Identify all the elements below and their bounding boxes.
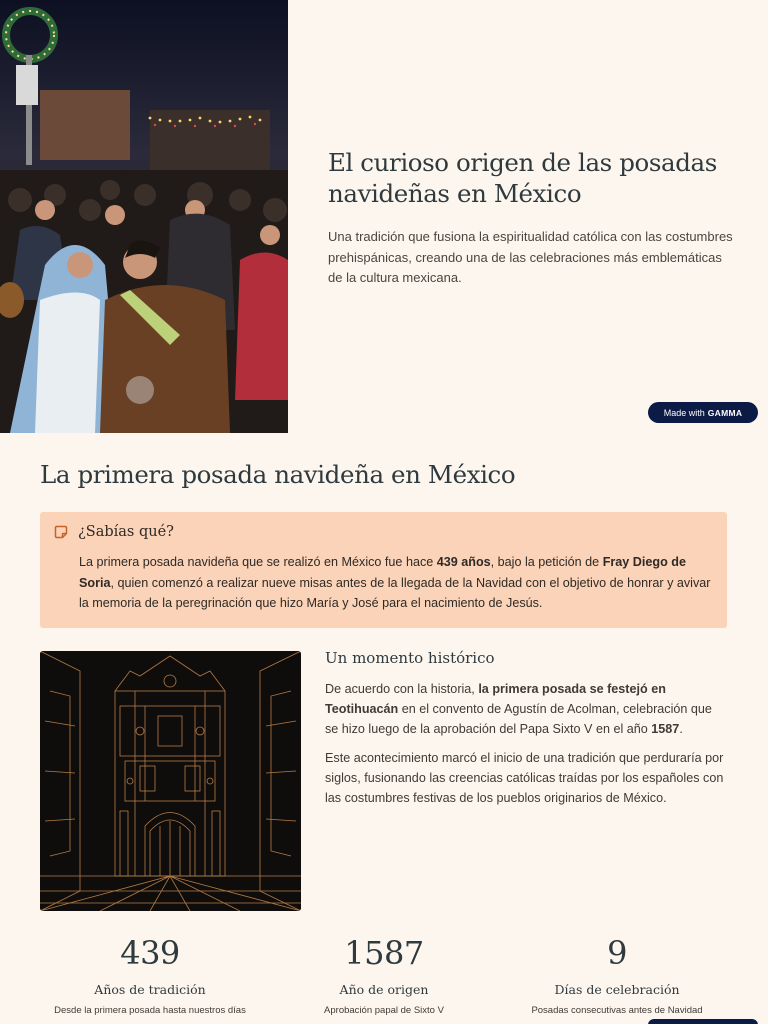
stat-label: Años de tradición: [94, 982, 206, 997]
hero-subtitle: Una tradición que fusiona la espiritualidad católica con las costumbres prehispánicas, creando una de las celebraciones más emblemáticas de la cultura mexicana.: [328, 229, 733, 285]
gamma-logo: GAMMA: [707, 407, 743, 418]
callout-body: La primera posada navideña que se realizó en México fue hace 439 años, bajo la petición de Fray Diego de Soria, quien comenzó a realizar nueve misas antes de la llegada de la Navidad con el objetivo de honrar y avivar la memoria de la peregrinación que hizo María y José para el nacimiento de Jesús.: [79, 555, 711, 610]
made-with-gamma-badge-partial[interactable]: [648, 1019, 758, 1024]
stat-number: 439: [120, 934, 180, 972]
history-paragraph-2: Este acontecimiento marcó el inicio de una tradición que perduraría por siglos, fusionando las creencias católicas traídas por los españoles con las costumbres festivas de los pueblos originarios de México.: [325, 751, 724, 805]
fray-diego-highlight: Fray Diego de Soria: [79, 555, 686, 590]
stat-origin-year: [256, 930, 512, 1016]
hero-text-block: [328, 147, 738, 289]
stat-number: 9: [607, 934, 627, 972]
stat-label: Año de origen: [339, 982, 429, 997]
first-posada-highlight: la primera posada se festejó en Teotihuacán: [325, 682, 666, 716]
note-icon: [54, 525, 68, 539]
stat-days: [489, 930, 745, 1016]
historical-moment-block: [325, 649, 725, 808]
stat-description: Desde la primera posada hasta nuestros días: [54, 1005, 246, 1016]
callout-header: [54, 524, 713, 540]
posada-procession-photo: [0, 0, 288, 433]
section-title: La primera posada navideña en México: [40, 460, 516, 489]
badge-prefix: Made with: [663, 407, 705, 418]
stat-number: 1587: [344, 934, 424, 972]
cathedral-line-art-image: [40, 651, 301, 911]
year-highlight: 1587: [651, 722, 680, 736]
page-title: El curioso origen de las posadas navideñas en México: [328, 148, 717, 208]
stat-label: Días de celebración: [554, 982, 680, 997]
history-paragraph-1: De acuerdo con la historia, la primera posada se festejó en Teotihuacán en el convento de Agustín de Acolman, celebración que se hizo luego de la aprobación del Papa Sixto V en el año 1587.: [325, 682, 712, 736]
did-you-know-callout: [40, 512, 727, 628]
stat-years: [22, 930, 278, 1016]
stat-description: Posadas consecutivas antes de Navidad: [531, 1005, 703, 1016]
hero-section: [0, 0, 768, 433]
made-with-gamma-badge[interactable]: [648, 402, 758, 423]
years-highlight: 439 años: [436, 555, 491, 569]
history-title: Un momento histórico: [325, 649, 495, 667]
stat-description: Aprobación papal de Sixto V: [324, 1005, 444, 1016]
callout-title: ¿Sabías qué?: [78, 524, 174, 540]
